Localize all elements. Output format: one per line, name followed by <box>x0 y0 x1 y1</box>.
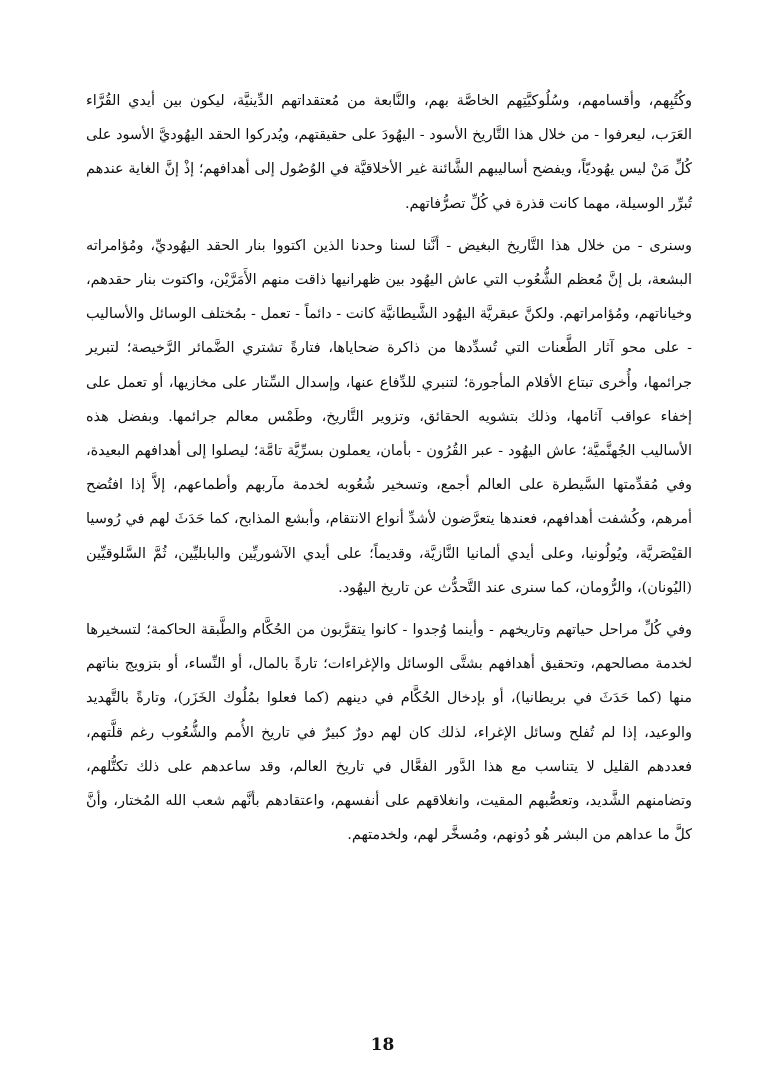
paragraph-1: وكُتُبِهم، وأقسامهم، وسُلُوكيَّتِهم الخاصَّة بهم، والنَّابعة من مُعتقداتهم الدِّينيَّة، ليكون بين أيدي القُرَّاء العَرَب، ليعرفوا - من خلال هذا التَّاريخ الأسود - اليهُودَ على حقيقتهم، ويُدركوا الحقد اليهُوديَّ الأسود على كُلِّ مَنْ ليس يهُوديّاً، ويفضح أساليبهم الشَّائنة غير الأخلاقيَّة في الوُصُول إلى أهدافهم؛ إذْ إنَّ الغاية عندهم تُبرِّر الوسيلة، مهما كانت قذرة في كُلِّ تصرُّفاتهم. <box>86 93 692 212</box>
page-body <box>86 84 692 852</box>
paragraph-2: وسنرى - من خلال هذا التَّاريخ البغيض - أنَّنا لسنا وحدنا الذين اكتووا بنار الحقد اليهُوديِّ، ومُؤامراته البشعة، بل إنَّ مُعظم الشُّعُوب التي عاش اليهُود بين ظهرانيها ذاقت منهم الأَمَرَّيْن، واكتوت بنار حقدهم، وخياناتهم، ومُؤامراتهم. ولكنَّ عبقريَّة اليهُود الشَّيطانيَّة كانت - دائماً - تعمل - بمُختلف الوسائل والأساليب - على محو آثار الطَّعنات التي تُسدِّدها من ذاكرة ضحاياها، فتارةً تشتري الضَّمائر الرَّخيصة؛ لتبرير جرائمها، وأُخرى تبتاع الأقلام المأجورة؛ لتنبري للدِّفاع عنها، وإسدال السِّتار على مخازيها، أو تعمل على إخفاء عواقب آثامها، وذلك بتشويه الحقائق، وتزوير التَّاريخ، وطَمْس معالم جرائمها. وبفضل هذه الأساليب الجُهنَّميَّة؛ عاش اليهُود - عبر القُرُون - بأمان، يعملون بسرِّيَّة تامَّة؛ ليصلوا إلى أهدافهم البعيدة، وفي مُقدِّمتها السَّيطرة على العالم أجمع، وتسخير شُعُوبه لخدمة مآربهم وأطماعهم، إلاَّ إذا افتُضح أمرهم، وكُشفت أهدافهم، فعندها يتعرَّضون لأشدِّ أنواع الانتقام، وأبشع المذابح، كما حَدَثَ لهم في رُوسيا القيْصَريَّة، ويُولُونيا، وعلى أيدي ألمانيا النَّازيَّة، وقديماً؛ على أيدي الآشوريِّين والبابليِّين، ثُمَّ السَّلوقيِّين (اليُونان)، والرُّومان، كما سنرى عند التَّحدُّث عن تاريخ اليهُود. <box>86 237 692 596</box>
page-number: 18 <box>370 1035 395 1055</box>
paragraph-3: وفي كُلِّ مراحل حياتهم وتاريخهم - وأينما وُجدوا - كانوا يتقرَّبون من الحُكَّام والطَّبقة الحاكمة؛ لتسخيرها لخدمة مصالحهم، وتحقيق أهدافهم بشتَّى الوسائل والإغراءات؛ تارةً بالمال، أو النِّساء، أو بتزويج بناتهم منها (كما حَدَثَ في بريطانيا)، أو بإدخال الحُكَّام في دينهم (كما فعلوا بمُلُوك الخَزَر)، وتارةً بالتَّهديد والوعيد، إذا لم تُفلح وسائل الإغراء، لذلك كان لهم دورٌ كبيرٌ في تاريخ الأُمم والشُّعُوب رغم قلَّتهم، فعددهم القليل لا يتناسب مع هذا الدَّور الفعَّال في تاريخ العالم، وقد ساعدهم على ذلك تكتُّلهم، وتضامنهم الشَّديد، وتعصُّبهم المقيت، وانغلاقهم على أنفسهم، واعتقادهم بأنَّهم شعب الله المُختار، وأنَّ كلَّ ما عداهم من البشر هُو دُونهم، ومُسخَّر لهم، ولخدمتهم. <box>86 622 692 844</box>
